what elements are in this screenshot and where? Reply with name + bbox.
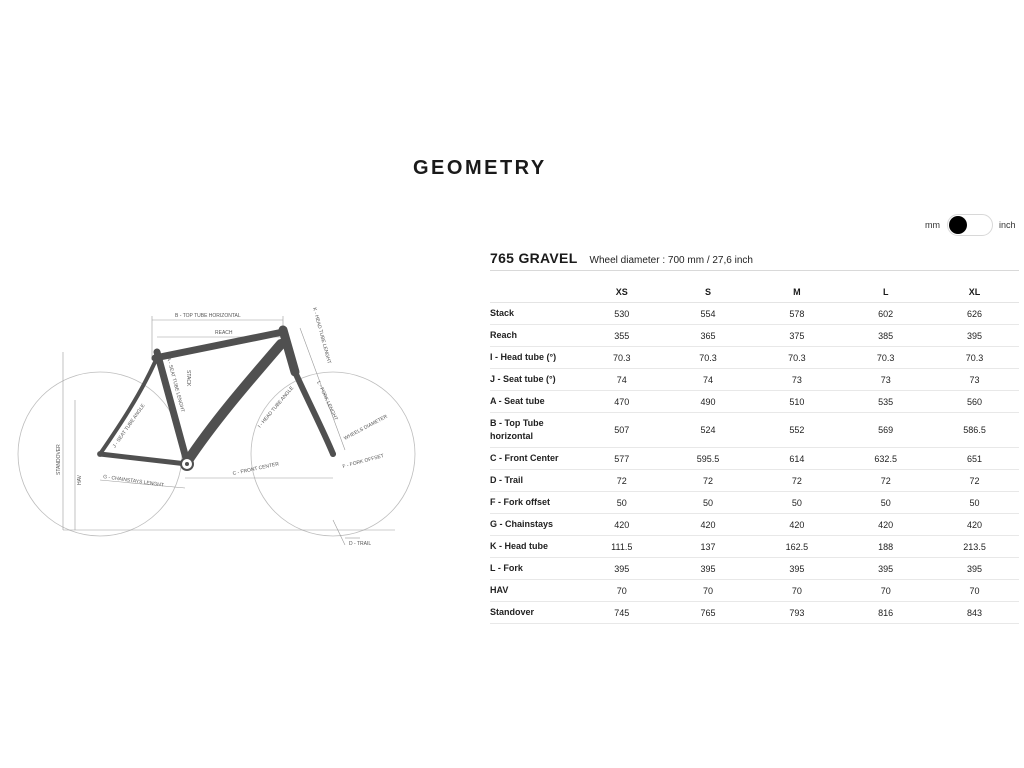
table-row	[490, 536, 1019, 558]
table-row	[490, 514, 1019, 536]
table-cell: 560	[930, 391, 1019, 413]
row-label: I - Head tube (°)	[490, 347, 580, 369]
table-cell: 355	[580, 325, 664, 347]
table-row	[490, 369, 1019, 391]
table-cell: 50	[930, 492, 1019, 514]
table-cell: 70	[841, 580, 930, 602]
unit-toggle[interactable]	[925, 213, 1016, 237]
wheel-diameter: Wheel diameter : 700 mm / 27,6 inch	[589, 255, 753, 266]
table-cell: 552	[752, 413, 841, 448]
table-row	[490, 448, 1019, 470]
table-row	[490, 470, 1019, 492]
table-row	[490, 303, 1019, 325]
table-cell: 70.3	[752, 347, 841, 369]
row-label: D - Trail	[490, 470, 580, 492]
table-row	[490, 413, 1019, 448]
table-cell: 50	[752, 492, 841, 514]
label-standover: STANDOVER	[56, 444, 62, 475]
seat-stay	[100, 362, 155, 454]
table-cell: 507	[580, 413, 664, 448]
table-cell: 793	[752, 602, 841, 624]
row-label: G - Chainstays	[490, 514, 580, 536]
row-label: C - Front Center	[490, 448, 580, 470]
size-header: XL	[930, 282, 1019, 303]
bottom-bracket-center	[185, 462, 189, 466]
table-cell: 595.5	[664, 448, 753, 470]
corner-cell	[490, 282, 580, 303]
table-cell: 70	[752, 580, 841, 602]
table-cell: 72	[752, 470, 841, 492]
table-cell: 70.3	[930, 347, 1019, 369]
table-cell: 420	[930, 514, 1019, 536]
label-front-center: C - FRONT CENTER	[232, 461, 280, 477]
label-stack: STACK	[185, 370, 191, 387]
table-cell: 188	[841, 536, 930, 558]
table-cell: 651	[930, 448, 1019, 470]
table-cell: 395	[841, 558, 930, 580]
table-cell: 72	[841, 470, 930, 492]
table-cell: 586.5	[930, 413, 1019, 448]
table-row	[490, 325, 1019, 347]
label-top-tube: B - TOP TUBE HORIZONTAL	[175, 313, 241, 319]
table-cell: 626	[930, 303, 1019, 325]
table-cell: 70	[664, 580, 753, 602]
row-label: HAV	[490, 580, 580, 602]
table-cell: 765	[664, 602, 753, 624]
table-cell: 70.3	[841, 347, 930, 369]
table-cell: 50	[841, 492, 930, 514]
table-cell: 420	[664, 514, 753, 536]
row-label: K - Head tube	[490, 536, 580, 558]
table-cell: 50	[664, 492, 753, 514]
table-cell: 70	[930, 580, 1019, 602]
bike-geometry-diagram	[15, 300, 425, 545]
label-wheel-diameter: WHEELS DIAMETER	[343, 413, 389, 442]
label-chainstays: G - CHAINSTAYS LENGHT	[102, 474, 165, 489]
table-cell: 111.5	[580, 536, 664, 558]
label-fork-offset: F - FORK OFFSET	[341, 453, 385, 470]
table-cell: 745	[580, 602, 664, 624]
table-cell: 395	[580, 558, 664, 580]
table-cell: 420	[841, 514, 930, 536]
model-header	[490, 250, 1019, 271]
table-cell: 162.5	[752, 536, 841, 558]
table-cell: 70.3	[580, 347, 664, 369]
label-fork-length: L - FORK LENGHT	[315, 380, 339, 422]
table-cell: 73	[752, 369, 841, 391]
table-cell: 395	[664, 558, 753, 580]
label-trail: D - TRAIL	[349, 541, 372, 545]
table-cell: 395	[930, 325, 1019, 347]
label-reach: REACH	[215, 330, 233, 336]
table-cell: 510	[752, 391, 841, 413]
table-cell: 213.5	[930, 536, 1019, 558]
table-cell: 490	[664, 391, 753, 413]
label-head-tube-length: K - HEAD TUBE LENGHT	[311, 306, 332, 365]
table-cell: 395	[930, 558, 1019, 580]
row-label: Standover	[490, 602, 580, 624]
row-label: B - Top Tube horizontal	[490, 413, 580, 448]
down-tube	[187, 344, 281, 462]
table-cell: 577	[580, 448, 664, 470]
fork	[295, 372, 333, 454]
unit-mm-label[interactable]: mm	[925, 220, 940, 230]
table-cell: 72	[930, 470, 1019, 492]
table-cell: 73	[930, 369, 1019, 391]
table-cell: 385	[841, 325, 930, 347]
table-cell: 524	[664, 413, 753, 448]
table-cell: 470	[580, 391, 664, 413]
size-header: M	[752, 282, 841, 303]
table-cell: 50	[580, 492, 664, 514]
chain-stay	[100, 454, 187, 464]
table-cell: 614	[752, 448, 841, 470]
row-label: J - Seat tube (°)	[490, 369, 580, 391]
table-cell: 420	[580, 514, 664, 536]
row-label: F - Fork offset	[490, 492, 580, 514]
table-cell: 365	[664, 325, 753, 347]
table-cell: 632.5	[841, 448, 930, 470]
geometry-table	[490, 282, 1019, 624]
table-cell: 72	[580, 470, 664, 492]
size-header: S	[664, 282, 753, 303]
table-row	[490, 391, 1019, 413]
label-seat-tube-length: A - SEAT TUBE LENGHT	[165, 356, 186, 414]
table-cell: 70	[580, 580, 664, 602]
unit-inch-label[interactable]: inch	[999, 220, 1016, 230]
table-cell: 530	[580, 303, 664, 325]
label-hav: HAV	[77, 475, 83, 485]
table-row	[490, 347, 1019, 369]
table-cell: 137	[664, 536, 753, 558]
unit-switch[interactable]	[947, 214, 993, 236]
table-cell: 72	[664, 470, 753, 492]
table-cell: 395	[752, 558, 841, 580]
table-cell: 375	[752, 325, 841, 347]
table-row	[490, 558, 1019, 580]
table-cell: 74	[580, 369, 664, 391]
label-head-tube-angle: I - HEAD TUBE ANGLE	[256, 385, 296, 430]
model-name: 765 GRAVEL	[490, 250, 578, 266]
table-cell: 535	[841, 391, 930, 413]
table-row	[490, 580, 1019, 602]
row-label: A - Seat tube	[490, 391, 580, 413]
row-label: Reach	[490, 325, 580, 347]
table-cell: 420	[752, 514, 841, 536]
table-row	[490, 602, 1019, 624]
table-cell: 70.3	[664, 347, 753, 369]
table-cell: 843	[930, 602, 1019, 624]
table-row	[490, 492, 1019, 514]
table-cell: 816	[841, 602, 930, 624]
table-cell: 74	[664, 369, 753, 391]
table-cell: 602	[841, 303, 930, 325]
row-label: L - Fork	[490, 558, 580, 580]
table-cell: 73	[841, 369, 930, 391]
page-title: GEOMETRY	[413, 157, 547, 179]
size-header: XS	[580, 282, 664, 303]
table-cell: 569	[841, 413, 930, 448]
table-header-row	[490, 282, 1019, 303]
table-cell: 554	[664, 303, 753, 325]
label-seat-tube-angle: J - SEAT TUBE ANGLE	[111, 402, 147, 450]
head-tube	[283, 330, 295, 372]
size-header: L	[841, 282, 930, 303]
row-label: Stack	[490, 303, 580, 325]
unit-switch-knob[interactable]	[949, 216, 967, 234]
table-cell: 578	[752, 303, 841, 325]
